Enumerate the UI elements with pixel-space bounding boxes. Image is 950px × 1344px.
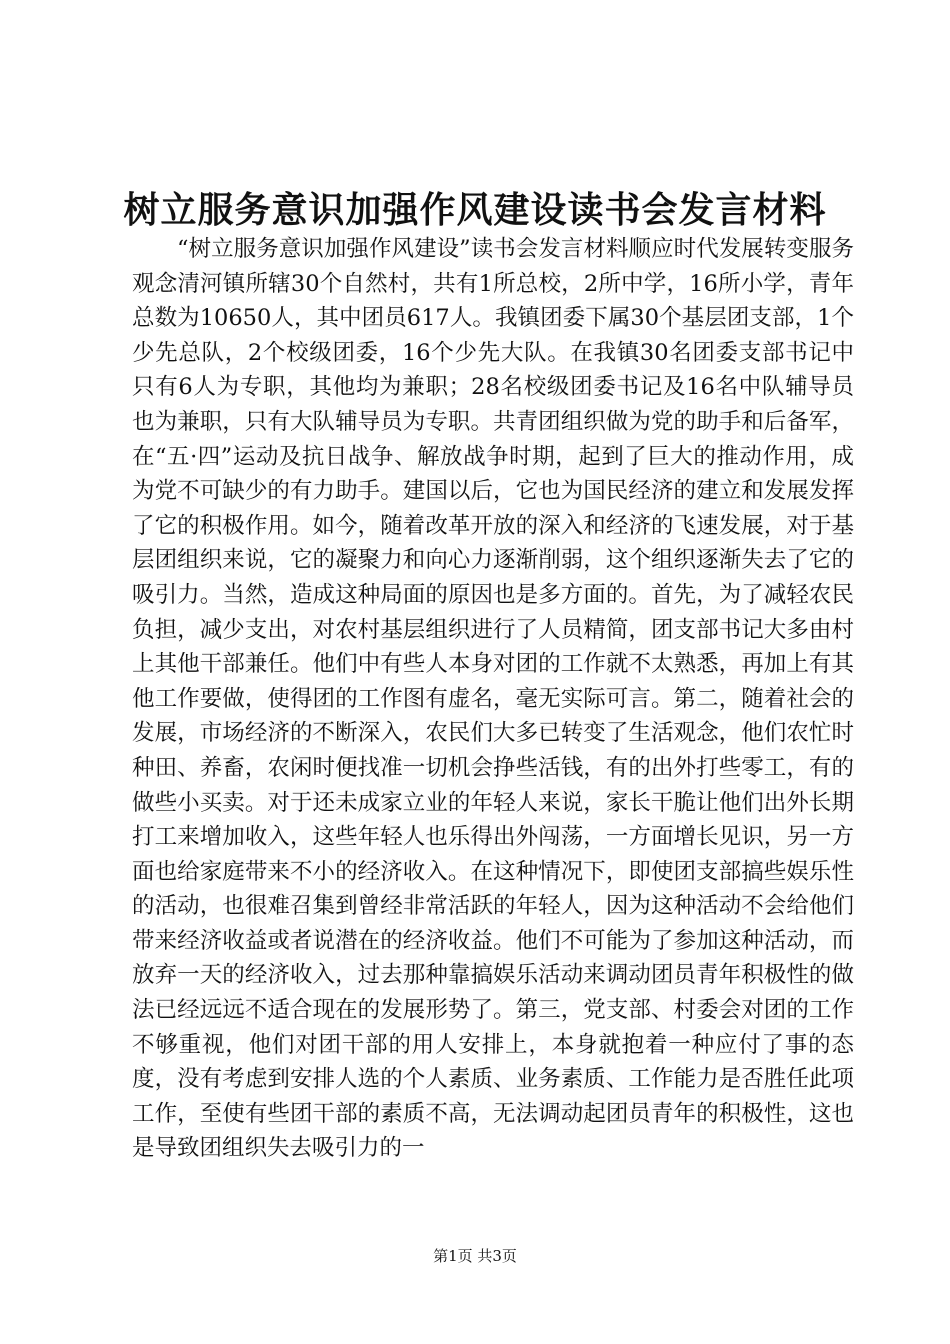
document-title: 树立服务意识加强作风建设读书会发言材料 bbox=[123, 189, 827, 231]
document-body-paragraph: “树立服务意识加强作风建设”读书会发言材料顺应时代发展转变服务观念清河镇所辖30个自然村，共有1所总校，2所中学，16所小学，青年总数为10650人，其中团员617人。我镇团委下属30个基层团支部，1个少先总队，2个校级团委，16个少先大队。在我镇30名团委支部书记中只有6人为专职，其他均为兼职；28名校级团委书记及16名中队辅导员也为兼职，只有大队辅导员为专职。共青团组织做为党的助手和后备军，在“五·四”运动及抗日战争、解放战争时期，起到了巨大的推动作用，成为党不可缺少的有力助手。建国以后，它也为国民经济的建立和发展发挥了它的积极作用。如今，随着改革开放的深入和经济的飞速发展，对于基层团组织来说，它的凝聚力和向心力逐渐削弱，这个组织逐渐失去了它的吸引力。当然，造成这种局面的原因也是多方面的。首先，为了减轻农民负担，减少支出，对农村基层组织进行了人员精简，团支部书记大多由村上其他干部兼任。他们中有些人本身对团的工作就不太熟悉，再加上有其他工作要做，使得团的工作图有虚名，毫无实际可言。第二，随着社会的发展，市场经济的不断深入，农民们大多已转变了生活观念，他们农忙时种田、养畜，农闲时便找准一切机会挣些活钱，有的出外打些零工，有的做些小买卖。对于还未成家立业的年轻人来说，家长干脆让他们出外长期打工来增加收入，这些年轻人也乐得出外闯荡，一方面增长见识，另一方面也给家庭带来不小的经济收入。在这种情况下，即使团支部搞些娱乐性的活动，也很难召集到曾经非常活跃的年轻人，因为这种活动不会给他们带来经济收益或者说潜在的经济收益。他们不可能为了参加这种活动，而放弃一天的经济收入，过去那种靠搞娱乐活动来调动团员青年积极性的做法已经远远不适合现在的发展形势了。第三，党支部、村委会对团的工作不够重视，他们对团干部的用人安排上，本身就抱着一种应付了事的态度，没有考虑到安排人选的个人素质、业务素质、工作能力是否胜任此项工作，至使有些团干部的素质不高，无法调动起团员青年的积极性，这也是导致团组织失去吸引力的一 bbox=[132, 236, 854, 1162]
page-number-footer: 第1页 共3页 bbox=[433, 1247, 517, 1265]
